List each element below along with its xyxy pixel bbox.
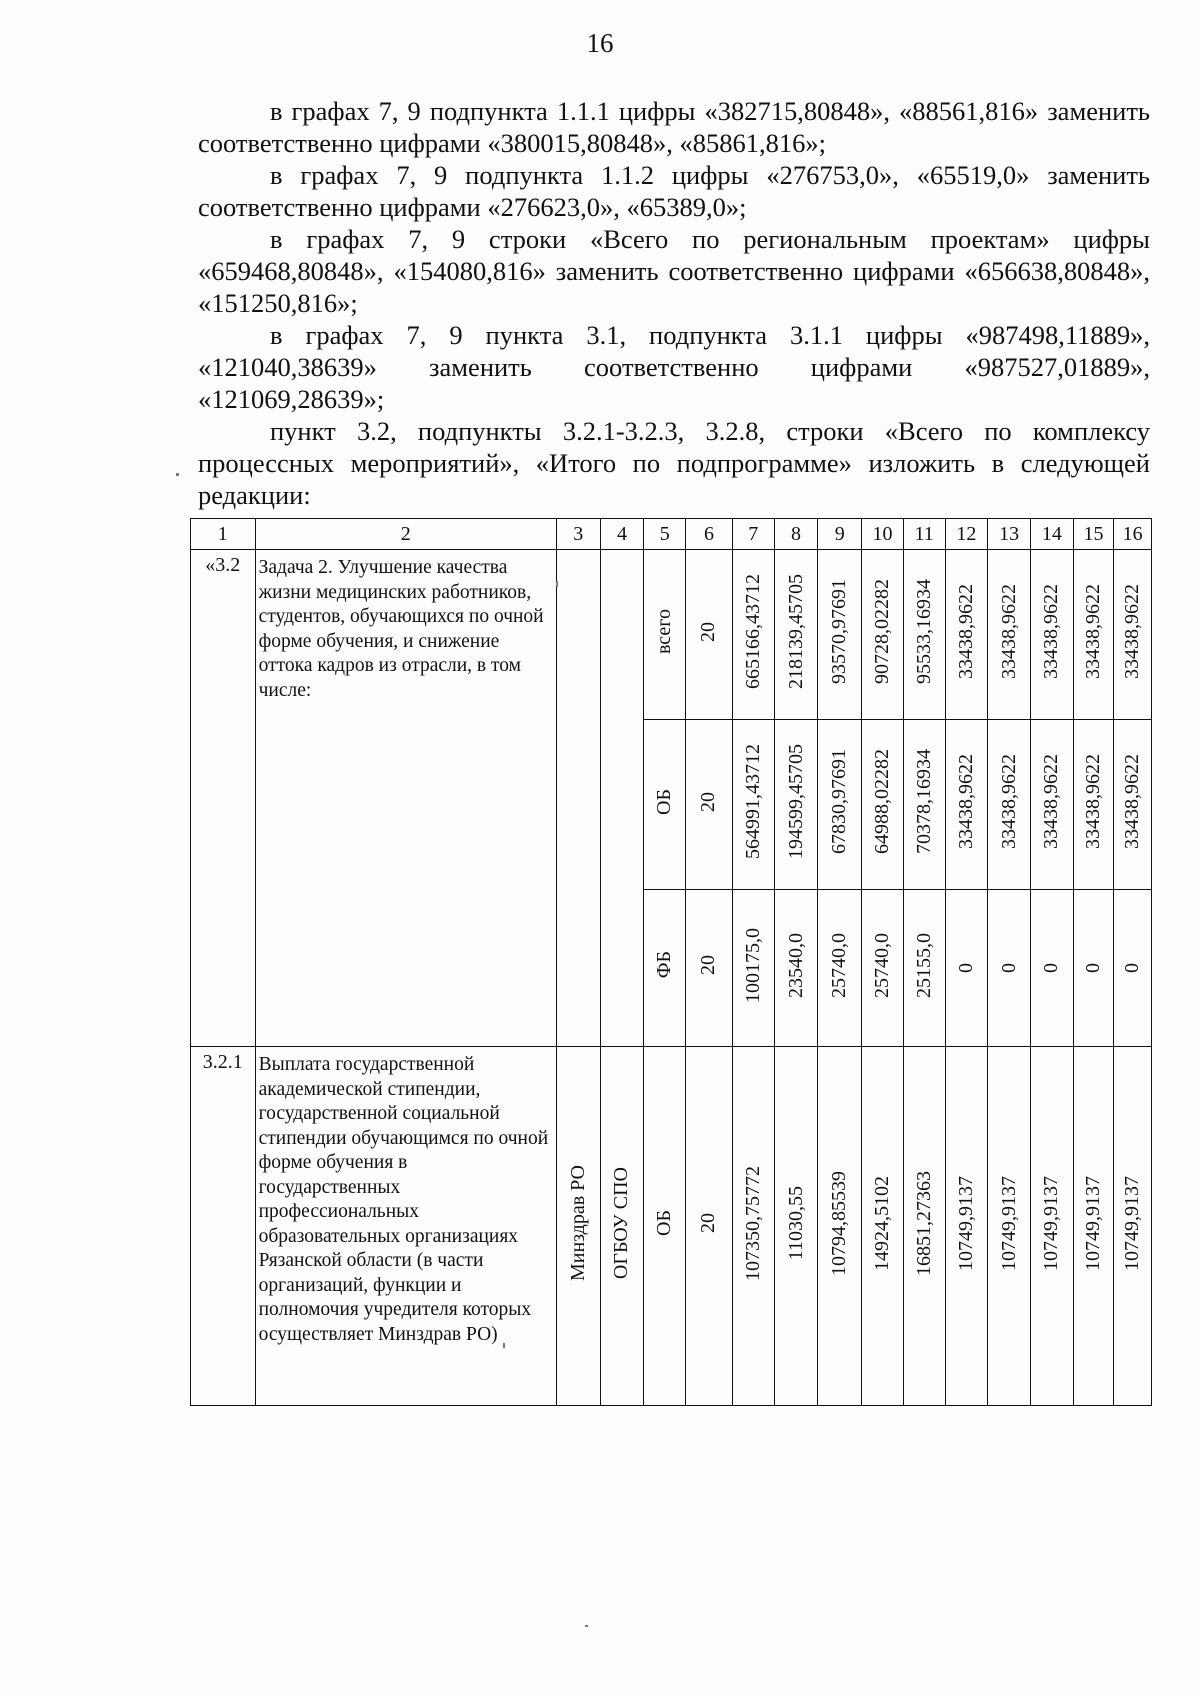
value-cell xyxy=(945,550,988,720)
value-cell xyxy=(1114,1047,1152,1406)
value-cell-text: 194599,45705 xyxy=(784,744,807,859)
value-cell-text: 25740,0 xyxy=(871,932,893,998)
value-cell xyxy=(988,550,1031,720)
column-header: 15 xyxy=(1073,519,1114,550)
column-header: 1 xyxy=(191,519,256,550)
row-number: 3.2.1 xyxy=(191,1047,256,1406)
value-cell xyxy=(945,720,988,890)
value-cell xyxy=(1073,890,1114,1047)
value-cell-text: 70378,16934 xyxy=(912,749,935,854)
value-cell-text: 33438,9622 xyxy=(1082,754,1104,849)
paragraph-5: пункт 3.2, подпункты 3.2.1-3.2.3, 3.2.8, строки «Всего по комплексу процессных мероприятий», «Итого по подпрограмме» изложить в следующей редакции: xyxy=(198,416,1150,510)
value-cell-text: 33438,9622 xyxy=(1121,584,1144,679)
value-cell xyxy=(903,550,945,720)
value-cell-text: 16851,27363 xyxy=(912,1170,935,1276)
value-cell-text: 33438,9622 xyxy=(997,584,1020,679)
column-header: 6 xyxy=(686,519,733,550)
paragraph-2: в графах 7, 9 подпункта 1.1.2 цифры «276753,0», «65519,0» заменить соответственно цифрами «276623,0», «65389,0»; xyxy=(198,160,1150,222)
value-cell xyxy=(774,1047,818,1406)
column-header: 13 xyxy=(988,519,1031,550)
value-cell-text: 10749,9137 xyxy=(1121,1175,1144,1271)
value-cell xyxy=(774,890,818,1047)
value-cell xyxy=(1030,720,1073,890)
value-cell xyxy=(1073,550,1114,720)
table-body xyxy=(191,519,1152,1406)
value-cell-text: 23540,0 xyxy=(784,932,807,998)
value-cell xyxy=(945,890,988,1047)
value-cell-text: 25740,0 xyxy=(828,932,851,998)
scan-artifact xyxy=(585,1625,588,1627)
value-cell xyxy=(1073,1047,1114,1406)
body-text xyxy=(198,95,1150,511)
value-cell xyxy=(1114,720,1152,890)
value-cell-text: 95533,16934 xyxy=(912,579,935,684)
value-cell xyxy=(774,720,818,890)
responsible-cell xyxy=(556,550,600,1047)
funding-source-text: ОБ xyxy=(653,1210,676,1236)
value-cell-text: 90728,02282 xyxy=(871,579,893,684)
table-row xyxy=(191,550,1152,720)
column-header: 10 xyxy=(862,519,904,550)
paragraph-1: в графах 7, 9 подпункта 1.1.1 цифры «382715,80848», «88561,816» заменить соответственно цифрами «380015,80848», «85861,816»; xyxy=(198,96,1151,158)
value-cell xyxy=(903,1047,945,1406)
executor-cell-text: ОГБОУ СПО xyxy=(610,1166,633,1280)
scan-artifact xyxy=(176,473,179,476)
value-cell-text: 14924,5102 xyxy=(871,1175,893,1271)
value-cell xyxy=(945,1047,988,1406)
column-header: 12 xyxy=(945,519,988,550)
value-cell-text: 33438,9622 xyxy=(997,754,1020,849)
value-cell xyxy=(862,720,904,890)
value-cell-text: 0 xyxy=(1082,963,1104,973)
column-header: 9 xyxy=(818,519,862,550)
row-description: Выплата государственной академической стипендии, государственной социальной стипендии обучающимся по очной форме обучения в государственных профессиональных образовательных организациях Рязанской области (в части организаций, функции и полномочия учредителя которых осуществляет Минздрав РО) xyxy=(255,1047,556,1406)
value-cell xyxy=(818,1047,862,1406)
scan-artifact xyxy=(556,581,558,587)
budget-code xyxy=(686,550,733,720)
funding-source xyxy=(644,550,686,720)
responsible-cell-text: Минздрав РО xyxy=(566,1164,589,1282)
column-header: 4 xyxy=(600,519,644,550)
budget-code-text: 20 xyxy=(697,791,720,812)
value-cell-text: 33438,9622 xyxy=(954,754,977,849)
value-cell-text: 0 xyxy=(1040,963,1063,973)
paragraph-3: в графах 7, 9 строки «Всего по региональным проектам» цифры «659468,80848», «154080,816» заменить соответственно цифрами «656638,80848», «151250,816»; xyxy=(198,224,1150,318)
value-cell xyxy=(1030,890,1073,1047)
value-cell-text: 218139,45705 xyxy=(784,574,807,689)
table-row xyxy=(191,1047,1152,1406)
value-cell xyxy=(818,720,862,890)
value-cell xyxy=(732,890,774,1047)
value-cell-text: 564991,43712 xyxy=(741,744,764,859)
value-cell-text: 10749,9137 xyxy=(997,1175,1020,1271)
value-cell xyxy=(732,720,774,890)
funding-source-text: всего xyxy=(653,608,676,655)
budget-code-text: 20 xyxy=(697,1213,720,1233)
paragraph-4: в графах 7, 9 пункта 3.1, подпункта 3.1.1 цифры «987498,11889», «121040,38639» заменить соответственно цифрами «987527,01889», «121069,28639»; xyxy=(198,320,1150,414)
column-header: 14 xyxy=(1030,519,1073,550)
value-cell xyxy=(862,890,904,1047)
program-table xyxy=(190,518,1152,1406)
value-cell-text: 33438,9622 xyxy=(1121,754,1144,849)
value-cell xyxy=(988,1047,1031,1406)
column-header: 3 xyxy=(556,519,600,550)
funding-source-text: ФБ xyxy=(653,951,676,979)
value-cell-text: 33438,9622 xyxy=(1040,584,1063,679)
responsible-cell xyxy=(556,1047,600,1406)
budget-code-text: 20 xyxy=(697,955,720,975)
budget-code-text: 20 xyxy=(697,621,720,642)
column-header: 16 xyxy=(1114,519,1152,550)
value-cell-text: 10749,9137 xyxy=(1082,1175,1104,1271)
value-cell xyxy=(732,1047,774,1406)
executor-cell xyxy=(600,550,644,1047)
value-cell xyxy=(862,550,904,720)
value-cell-text: 11030,55 xyxy=(784,1185,807,1261)
value-cell-text: 25155,0 xyxy=(912,932,935,998)
budget-code xyxy=(686,1047,733,1406)
funding-source xyxy=(644,890,686,1047)
funding-source xyxy=(644,1047,686,1406)
page-number: 16 xyxy=(586,28,614,58)
funding-source-text: ОБ xyxy=(653,788,676,815)
value-cell-text: 665166,43712 xyxy=(741,574,764,689)
value-cell xyxy=(1114,890,1152,1047)
value-cell xyxy=(903,890,945,1047)
value-cell-text: 0 xyxy=(954,963,977,973)
value-cell xyxy=(818,890,862,1047)
budget-code xyxy=(686,720,733,890)
scan-artifact xyxy=(503,1343,505,1348)
value-cell xyxy=(1114,550,1152,720)
value-cell xyxy=(1073,720,1114,890)
value-cell xyxy=(988,720,1031,890)
value-cell xyxy=(732,550,774,720)
funding-source xyxy=(644,720,686,890)
column-header: 5 xyxy=(644,519,686,550)
value-cell-text: 33438,9622 xyxy=(1082,584,1104,679)
value-cell xyxy=(903,720,945,890)
value-cell-text: 64988,02282 xyxy=(871,749,893,854)
value-cell-text: 67830,97691 xyxy=(828,749,851,854)
row-number: «3.2 xyxy=(191,550,256,1047)
budget-code xyxy=(686,890,733,1047)
column-header: 8 xyxy=(774,519,818,550)
executor-cell xyxy=(600,1047,644,1406)
value-cell-text: 10749,9137 xyxy=(954,1175,977,1271)
value-cell-text: 10794,85539 xyxy=(828,1170,851,1276)
column-header: 11 xyxy=(903,519,945,550)
value-cell xyxy=(988,890,1031,1047)
value-cell-text: 93570,97691 xyxy=(828,579,851,684)
row-description: Задача 2. Улучшение качества жизни медицинских работников, студентов, обучающихся по очной форме обучения, и снижение оттока кадров из отрасли, в том числе: xyxy=(255,550,556,1047)
value-cell-text: 0 xyxy=(1121,963,1144,973)
value-cell xyxy=(862,1047,904,1406)
column-header: 2 xyxy=(255,519,556,550)
value-cell xyxy=(774,550,818,720)
value-cell-text: 33438,9622 xyxy=(954,584,977,679)
value-cell-text: 100175,0 xyxy=(741,927,764,1003)
value-cell xyxy=(1030,1047,1073,1406)
value-cell-text: 107350,75772 xyxy=(741,1165,764,1281)
column-header: 7 xyxy=(732,519,774,550)
value-cell xyxy=(1030,550,1073,720)
value-cell-text: 0 xyxy=(997,963,1020,973)
table-header-row xyxy=(191,519,1152,550)
value-cell xyxy=(818,550,862,720)
value-cell-text: 10749,9137 xyxy=(1040,1175,1063,1271)
value-cell-text: 33438,9622 xyxy=(1040,754,1063,849)
